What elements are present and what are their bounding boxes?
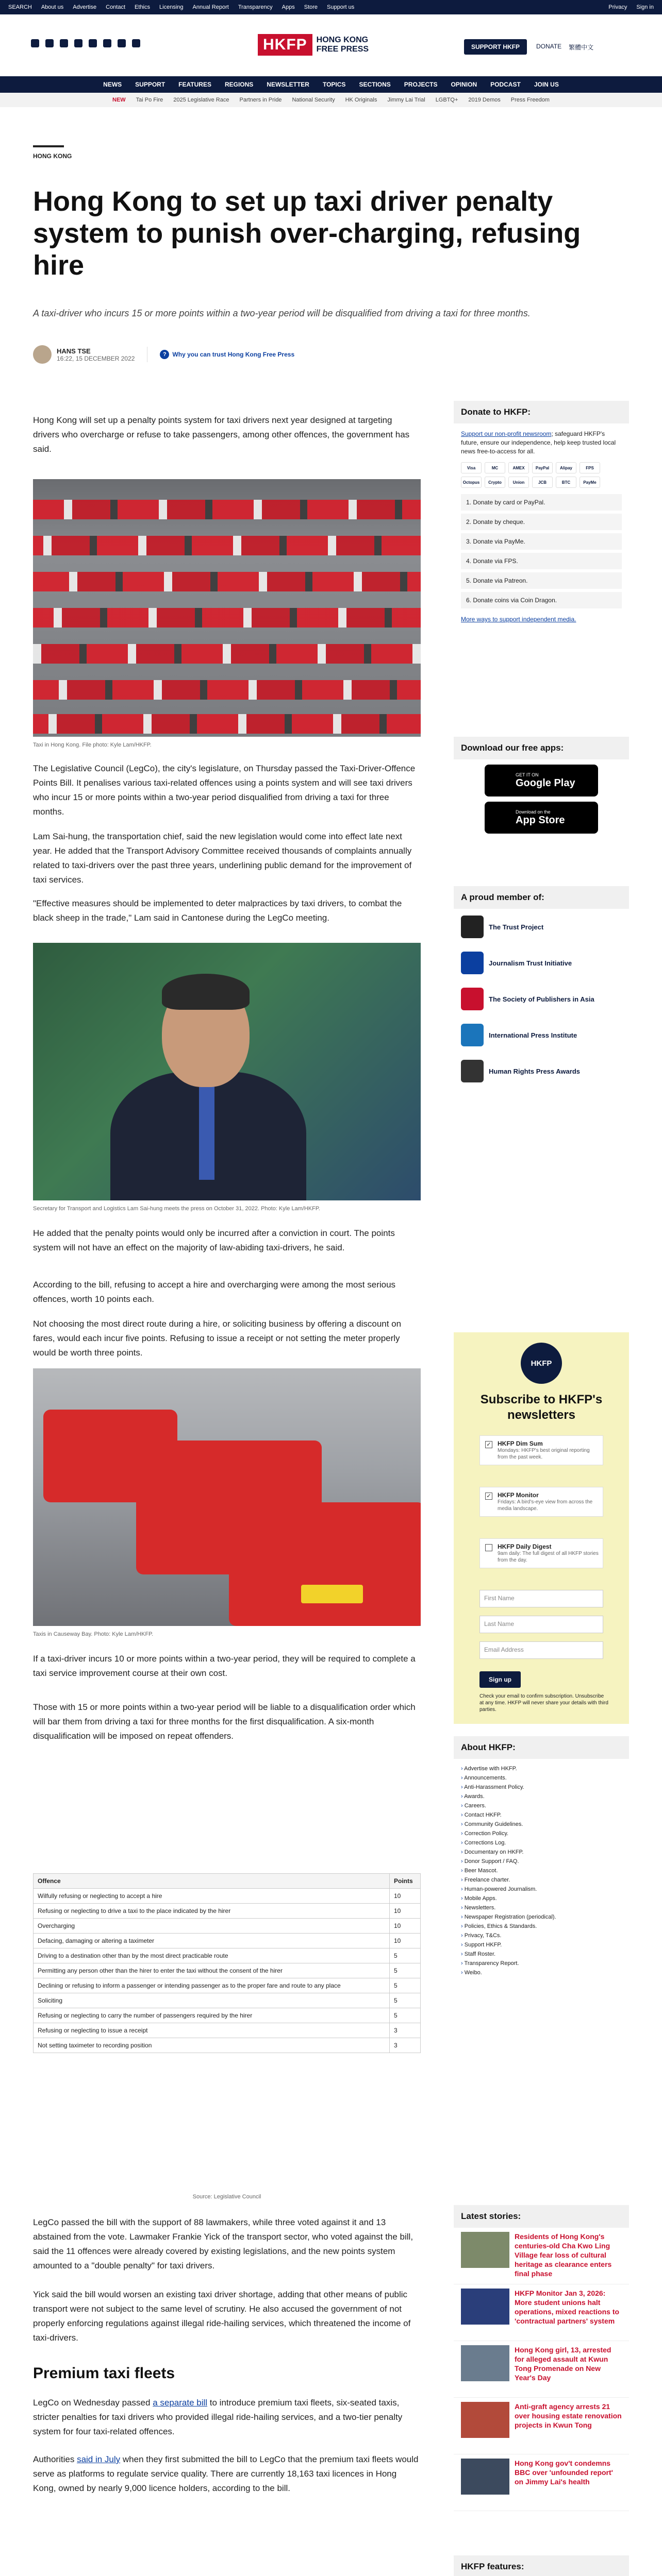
trending-link[interactable]: National Security [292, 97, 335, 103]
telegram-icon[interactable] [89, 39, 97, 47]
checkbox-icon[interactable] [485, 1544, 492, 1551]
latest-story[interactable] [454, 2398, 629, 2454]
causeway-bay-taxis-photo [33, 1368, 421, 1626]
trending-link[interactable]: Tai Po Fire [136, 97, 163, 103]
nav-item[interactable]: SUPPORT [135, 81, 166, 88]
offence-cell: Refusing or neglecting to issue a receipt [34, 2023, 390, 2038]
checkbox-checked-icon[interactable]: ✓ [485, 1441, 492, 1448]
sidebar-heading: Download our free apps: [454, 737, 629, 759]
nav-item[interactable]: NEWS [103, 81, 122, 88]
rss-icon[interactable] [132, 39, 140, 47]
org-logo-icon [461, 952, 484, 974]
about-link[interactable]: › Freelance charter. [461, 1875, 622, 1885]
table-row [34, 1919, 421, 1934]
table-row [34, 2023, 421, 2038]
article-paragraph: He added that the penalty points would only be incurred after a conviction in court. The points system will not have an effect on the majority of law-abiding taxi-drivers, he said. [33, 1228, 395, 1252]
newsletter-title: Subscribe to HKFP's newsletters [480, 1393, 603, 1422]
sidebar-donate: Donate to HKFP: Support our non-profit newsroom; safeguard HKFP's future, ensure our independence, help keep trusted local news free-to-access for all. Visa MC AMEX PayPal Alipay FPS Octopus Crypto Union JCB BTC PayMe 1. Donate by card or PayPal. 2. Donate by cheque. 3. Donate via PayMe. 4. Donate via FPS. 5. Donate via Patreon. 6. Donate coins via Coin Dragon. More ways to support independent media. [454, 401, 629, 627]
points-cell: 3 [390, 2038, 421, 2053]
payment-method-icon: Union [508, 477, 529, 488]
instagram-icon[interactable] [60, 39, 68, 47]
story-title[interactable]: Hong Kong gov't condemns BBC over 'unfounded report' on Jimmy Lai's health [515, 2459, 613, 2486]
about-link[interactable]: › Corrections Log. [461, 1838, 622, 1848]
support-newsroom-link[interactable]: Support our non-profit newsroom [461, 430, 552, 437]
points-cell: 10 [390, 1934, 421, 1948]
payment-method-icon: Alipay [556, 462, 576, 473]
points-cell: 5 [390, 1993, 421, 2008]
site-header [0, 14, 662, 76]
chinese-link[interactable]: 繁體中文 [569, 44, 594, 51]
latest-story[interactable] [454, 2284, 629, 2341]
utility-link[interactable]: About us [41, 4, 64, 10]
trending-link[interactable]: Jimmy Lai Trial [387, 97, 425, 103]
more-ways-link[interactable]: More ways to support independent media. [461, 616, 576, 623]
payment-method-icon: MC [485, 462, 505, 473]
nav-item[interactable]: TOPICS [322, 81, 346, 88]
signup-button[interactable]: Sign up [479, 1671, 521, 1688]
membership-name: The Society of Publishers in Asia [489, 995, 594, 1003]
utility-link[interactable]: Support us [327, 4, 355, 10]
author-avatar [33, 345, 52, 364]
membership-name: International Press Institute [489, 1031, 577, 1039]
payment-method-icon: JCB [532, 477, 553, 488]
newsletter-option[interactable]: ✓ HKFP Dim Sum Mondays: HKFP's best original reporting from the past week. [479, 1435, 603, 1465]
checkbox-checked-icon[interactable]: ✓ [485, 1493, 492, 1500]
table-header: Points [390, 1874, 421, 1889]
about-link[interactable]: › Newspaper Registration (periodical). [461, 1912, 622, 1922]
article-paragraph: According to the bill, refusing to accept a hire and overcharging were among the most serious offences, worth 10 points each. [33, 1280, 396, 1304]
article-category[interactable]: HONG KONG [33, 152, 72, 160]
photo-caption: Secretary for Transport and Logistics Lam Sai-hung meets the press on October 31, 2022. Photo: Kyle Lam/HKFP. [33, 1206, 320, 1212]
photo-caption: Taxi in Hong Kong. File photo: Kyle Lam/HKFP. [33, 742, 152, 748]
payment-icons [454, 456, 629, 494]
table-row [34, 1934, 421, 1948]
author-name[interactable]: HANS TSE [57, 347, 91, 355]
table-row [34, 1993, 421, 2008]
about-link[interactable]: › Human-powered Journalism. [461, 1885, 622, 1894]
points-cell: 5 [390, 1978, 421, 1993]
first-name-field[interactable]: First Name [479, 1590, 603, 1607]
sidebar-heading: About HKFP: [454, 1736, 629, 1759]
table-row [34, 1963, 421, 1978]
article-paragraph: Hong Kong will set up a penalty points system for taxi drivers next year designed at targeting drivers who overcharge or refuse to take passengers, among other offences, the government has said. [33, 415, 410, 454]
offence-points-table [33, 1873, 421, 2053]
about-link[interactable]: › Community Guidelines. [461, 1820, 622, 1829]
points-cell: 10 [390, 1904, 421, 1919]
trust-link[interactable] [160, 350, 294, 359]
story-thumbnail [461, 2345, 509, 2381]
publish-date: 16:22, 15 DECEMBER 2022 [57, 354, 135, 362]
article-paragraph: Not choosing the most direct route during a hire, or soliciting business by offering a discount on fares, would each incur five points. Refusing to issue a receipt or not setting the meter properly would be worth three points. [33, 1319, 402, 1358]
donate-option[interactable]: 2. Donate by cheque. [461, 514, 622, 530]
site-logo[interactable] [258, 34, 369, 56]
payment-method-icon: Crypto [485, 477, 505, 488]
nav-item[interactable]: NEWSLETTER [267, 81, 309, 88]
story-thumbnail [461, 2459, 509, 2495]
utility-link[interactable]: Licensing [159, 4, 184, 10]
article-paragraph: Authorities said in July when they first submitted the bill to LegCo that the premium taxi fleets would serve as platforms to regulate service quality. There are currently 18,163 taxi licences in Hong Kong, owned by nearly 9,000 licence holders, according to the bill. [33, 2454, 419, 2493]
donate-option[interactable]: 6. Donate coins via Coin Dragon. [461, 592, 622, 608]
table-row [34, 2008, 421, 2023]
logo-mark: HKFP [258, 34, 312, 56]
last-name-field[interactable]: Last Name [479, 1616, 603, 1633]
about-link[interactable]: › Newsletters. [461, 1903, 622, 1912]
about-link[interactable]: › Mobile Apps. [461, 1894, 622, 1903]
sidebar-apps [454, 737, 629, 839]
x-icon[interactable] [45, 39, 54, 47]
membership-logo[interactable] [454, 981, 629, 1017]
membership-logo[interactable] [454, 909, 629, 945]
donate-option[interactable]: 1. Donate by card or PayPal. [461, 494, 622, 511]
support-hkfp-button[interactable]: SUPPORT HKFP [464, 39, 527, 55]
nav-item[interactable]: FEATURES [178, 81, 211, 88]
payment-method-icon: FPS [580, 462, 600, 473]
article-paragraph: Those with 15 or more points within a two-year period will be liable to a disqualification order which will bar them from driving a taxi for three months for the first disqualification. A six-month disqualification will be imposed on repeat offenders. [33, 1702, 416, 1741]
nav-item[interactable]: PODCAST [490, 81, 521, 88]
youtube-icon[interactable] [74, 39, 82, 47]
separate-bill-link[interactable]: a separate bill [153, 2398, 208, 2408]
org-logo-icon [461, 1060, 484, 1082]
about-link[interactable]: › Weibo. [461, 1968, 622, 1977]
about-link[interactable]: › Announcements. [461, 1773, 622, 1783]
utility-link[interactable]: Apps [282, 4, 295, 10]
about-link[interactable]: › Support HKFP. [461, 1940, 622, 1950]
trending-link[interactable]: 2025 Legislative Race [173, 97, 229, 103]
offence-cell: Refusing or neglecting to carry the number of passengers required by the hirer [34, 2008, 390, 2023]
offence-cell: Wilfully refusing or neglecting to accept a hire [34, 1889, 390, 1904]
new-label: NEW [112, 97, 126, 103]
offence-cell: Overcharging [34, 1919, 390, 1934]
offence-cell: Defacing, damaging or altering a taximeter [34, 1934, 390, 1948]
points-cell: 10 [390, 1889, 421, 1904]
membership-name: Human Rights Press Awards [489, 1067, 580, 1075]
article-headline: Hong Kong to set up taxi driver penalty system to punish over-charging, refusing hire [33, 186, 581, 281]
offence-cell: Refusing or neglecting to drive a taxi to the place indicated by the hirer [34, 1904, 390, 1919]
story-thumbnail [461, 2232, 509, 2268]
table-source: Source: Legislative Council [192, 2194, 261, 2200]
about-link[interactable]: › Anti-Harassment Policy. [461, 1783, 622, 1792]
about-link[interactable]: › Careers. [461, 1801, 622, 1810]
article-paragraph: If a taxi-driver incurs 10 or more points within a two-year period, they will be required to complete a taxi service improvement course at their own cost. [33, 1654, 416, 1678]
facebook-icon[interactable] [31, 39, 39, 47]
latest-story[interactable] [454, 2454, 629, 2511]
article-paragraph: LegCo on Wednesday passed a separate bill to introduce premium taxi fleets, six-seated taxis, stricter penalties for taxi drivers who provided illegal ride-hailing services, and a two-tier penalty system for four taxi-related offences. [33, 2398, 403, 2436]
story-title[interactable]: Hong Kong girl, 13, arrested for alleged assault at Kwun Tong Promenade on New Year's Day [515, 2346, 611, 2382]
nav-item[interactable]: PROJECTS [404, 81, 438, 88]
payment-method-icon: BTC [556, 477, 576, 488]
google-play-button[interactable]: GET IT ON Google Play [485, 765, 598, 796]
nav-item[interactable]: JOIN US [534, 81, 559, 88]
about-link[interactable]: › Awards. [461, 1792, 622, 1801]
utility-link[interactable]: Advertise [73, 4, 97, 10]
membership-name: Journalism Trust Initiative [489, 959, 572, 967]
main-nav [0, 76, 662, 93]
membership-logo[interactable] [454, 1017, 629, 1053]
app-store-button[interactable]: Download on the App Store [485, 802, 598, 834]
about-link[interactable]: › Beer Mascot. [461, 1866, 622, 1875]
story-title[interactable]: Anti-graft agency arrests 21 over housing estate renovation projects in Kwun Tong [515, 2402, 622, 2429]
offence-cell: Driving to a destination other than by the most direct practicable route [34, 1948, 390, 1963]
about-link[interactable]: › Documentary on HKFP. [461, 1848, 622, 1857]
social-links [31, 39, 140, 47]
payment-method-icon: AMEX [508, 462, 529, 473]
points-cell: 10 [390, 1919, 421, 1934]
payment-method-icon: Octopus [461, 477, 482, 488]
trending-link[interactable]: Partners in Pride [239, 97, 282, 103]
section-heading: Premium taxi fleets [33, 2365, 175, 2382]
sidebar-latest [454, 2205, 629, 2511]
story-title[interactable]: HKFP Monitor Jan 3, 2026: More student unions halt operations, mixed reactions to 'contractual partners' system [515, 2289, 620, 2325]
table-header: Offence [34, 1874, 390, 1889]
about-link[interactable]: › Donor Support / FAQ. [461, 1857, 622, 1866]
points-cell: 5 [390, 1948, 421, 1963]
table-row [34, 1978, 421, 1993]
table-row [34, 1889, 421, 1904]
trending-link[interactable]: Press Freedom [510, 97, 550, 103]
payment-method-icon: Visa [461, 462, 482, 473]
membership-logo[interactable] [454, 1053, 629, 1089]
utility-link[interactable]: Sign in [636, 4, 654, 10]
table-row [34, 1904, 421, 1919]
utility-link[interactable]: Privacy [608, 4, 627, 10]
donate-option[interactable]: 3. Donate via PayMe. [461, 533, 622, 550]
payment-method-icon: PayMe [580, 477, 600, 488]
points-cell: 3 [390, 2023, 421, 2038]
article-paragraph: LegCo passed the bill with the support of 88 lawmakers, while three voted against it and 13 abstained from the vote. Lawmaker Frankie Yick of the transport sector, who voted against the bill, said the 11 offences were already covered by existing legislations, and the new points system amounted to a "double penalty" for taxi drivers. [33, 2217, 413, 2270]
newsletter-option[interactable]: HKFP Daily Digest 9am daily: The full digest of all HKFP stories from the day. [479, 1538, 603, 1568]
sidebar-heading: HKFP features: [454, 2555, 629, 2576]
about-link[interactable]: › Advertise with HKFP. [461, 1764, 622, 1773]
offence-cell: Permitting any person other than the hirer to enter the taxi without the consent of the hirer [34, 1963, 390, 1978]
said-in-july-link[interactable]: said in July [77, 2454, 121, 2464]
org-logo-icon [461, 1024, 484, 1046]
sidebar-heading: Donate to HKFP: [454, 401, 629, 423]
utility-link[interactable]: Transparency [238, 4, 273, 10]
taxi-rank-photo [33, 479, 421, 737]
newsletter-logo: HKFP [521, 1343, 562, 1384]
trending-link[interactable]: LGBTQ+ [435, 97, 458, 103]
about-link[interactable]: › Staff Roster. [461, 1950, 622, 1959]
nav-item[interactable]: REGIONS [224, 81, 254, 88]
donate-link[interactable]: DONATE [536, 43, 562, 50]
story-thumbnail [461, 2402, 509, 2438]
question-icon: ? [160, 350, 169, 359]
byline [33, 345, 294, 364]
article-paragraph: Lam Sai-hung, the transportation chief, said the new legislation would come into effect late next year. He added that the Transport Advisory Committee received thousands of complaints annually related to taxi-drivers over the past three years, underlining public demand for the improvement of taxi services. [33, 832, 412, 885]
utility-link[interactable]: Ethics [135, 4, 151, 10]
header-links [536, 43, 593, 52]
membership-logo[interactable] [454, 945, 629, 981]
nav-item[interactable]: SECTIONS [359, 81, 391, 88]
search-link[interactable]: SEARCH [8, 4, 32, 10]
sidebar-features [454, 2555, 629, 2576]
latest-story[interactable] [454, 2228, 629, 2284]
about-link[interactable]: › Privacy, T&Cs. [461, 1931, 622, 1940]
table-row [34, 1948, 421, 1963]
logo-text-line1: HONG KONG [316, 36, 369, 44]
offence-cell: Not setting taximeter to recording position [34, 2038, 390, 2053]
email-field[interactable]: Email Address [479, 1641, 603, 1659]
donate-option[interactable]: 5. Donate via Patreon. [461, 572, 622, 589]
payment-method-icon: PayPal [532, 462, 553, 473]
linkedin-icon[interactable] [118, 39, 126, 47]
offence-cell: Declining or refusing to inform a passenger or intending passenger as to the proper fare and route to any place [34, 1978, 390, 1993]
donate-option[interactable]: 4. Donate via FPS. [461, 553, 622, 569]
utility-bar [0, 0, 662, 14]
about-link[interactable]: › Correction Policy. [461, 1829, 622, 1838]
newsletter-signup [454, 1332, 629, 1724]
utility-link[interactable]: Contact [106, 4, 126, 10]
sidebar-about [454, 1736, 629, 1982]
utility-link[interactable]: Store [304, 4, 318, 10]
latest-story[interactable] [454, 2341, 629, 2398]
membership-name: The Trust Project [489, 923, 544, 931]
trending-nav [0, 93, 662, 107]
story-thumbnail [461, 2289, 509, 2325]
points-cell: 5 [390, 1963, 421, 1978]
about-link[interactable]: › Transparency Report. [461, 1959, 622, 1968]
org-logo-icon [461, 988, 484, 1010]
sidebar-heading: A proud member of: [454, 886, 629, 909]
points-cell: 5 [390, 2008, 421, 2023]
nav-item[interactable]: OPINION [451, 81, 477, 88]
newsletter-note: Check your email to confirm subscription. Unsubscribe at any time. HKFP will never share your details with third parties. [479, 1693, 608, 1713]
trust-link-label: Why you can trust Hong Kong Free Press [172, 351, 295, 358]
utility-link[interactable]: Annual Report [192, 4, 229, 10]
kicker-rule [33, 145, 64, 147]
story-title[interactable]: Residents of Hong Kong's centuries-old Cha Kwo Ling Village fear loss of cultural heritage as clearance enters final phase [515, 2232, 612, 2278]
offence-cell: Soliciting [34, 1993, 390, 2008]
table-row [34, 2038, 421, 2053]
about-link[interactable]: › Contact HKFP. [461, 1810, 622, 1820]
about-link[interactable]: › Policies, Ethics & Standards. [461, 1922, 622, 1931]
trending-link[interactable]: HK Originals [345, 97, 377, 103]
sidebar-memberships [454, 886, 629, 1089]
org-logo-icon [461, 916, 484, 938]
trending-link[interactable]: 2019 Demos [468, 97, 501, 103]
minister-photo [33, 943, 421, 1200]
photo-caption: Taxis in Causeway Bay. Photo: Kyle Lam/HKFP. [33, 1631, 154, 1637]
sidebar-heading: Latest stories: [454, 2205, 629, 2228]
article-paragraph: The Legislative Council (LegCo), the city's legislature, on Thursday passed the Taxi-Driver-Offence Points Bill. It penalises various taxi-related offences using a points system and will see taxi drivers who incur 15 or more points within a two-year period disqualified from driving a taxi for three months. [33, 764, 416, 817]
newsletter-option[interactable]: ✓ HKFP Monitor Fridays: A bird's-eye view from across the media landscape. [479, 1487, 603, 1517]
article-standfirst: A taxi-driver who incurs 15 or more points within a two-year period will be disqualified from driving a taxi for three months. [33, 308, 531, 318]
article-paragraph: "Effective measures should be implemented to deter malpractices by taxi drivers, to combat the black sheep in the trade," Lam said in Cantonese during the LegCo meeting. [33, 899, 402, 923]
logo-text-line2: FREE PRESS [316, 45, 369, 54]
bluesky-icon[interactable] [103, 39, 111, 47]
article-paragraph: Yick said the bill would worsen an existing taxi driver shortage, adding that other means of public transport were not subject to the same level of scrutiny. He also accused the government of not properly enforcing regulations against illegal ride-hailing services, which threatened the income of taxi-drivers. [33, 2290, 411, 2343]
